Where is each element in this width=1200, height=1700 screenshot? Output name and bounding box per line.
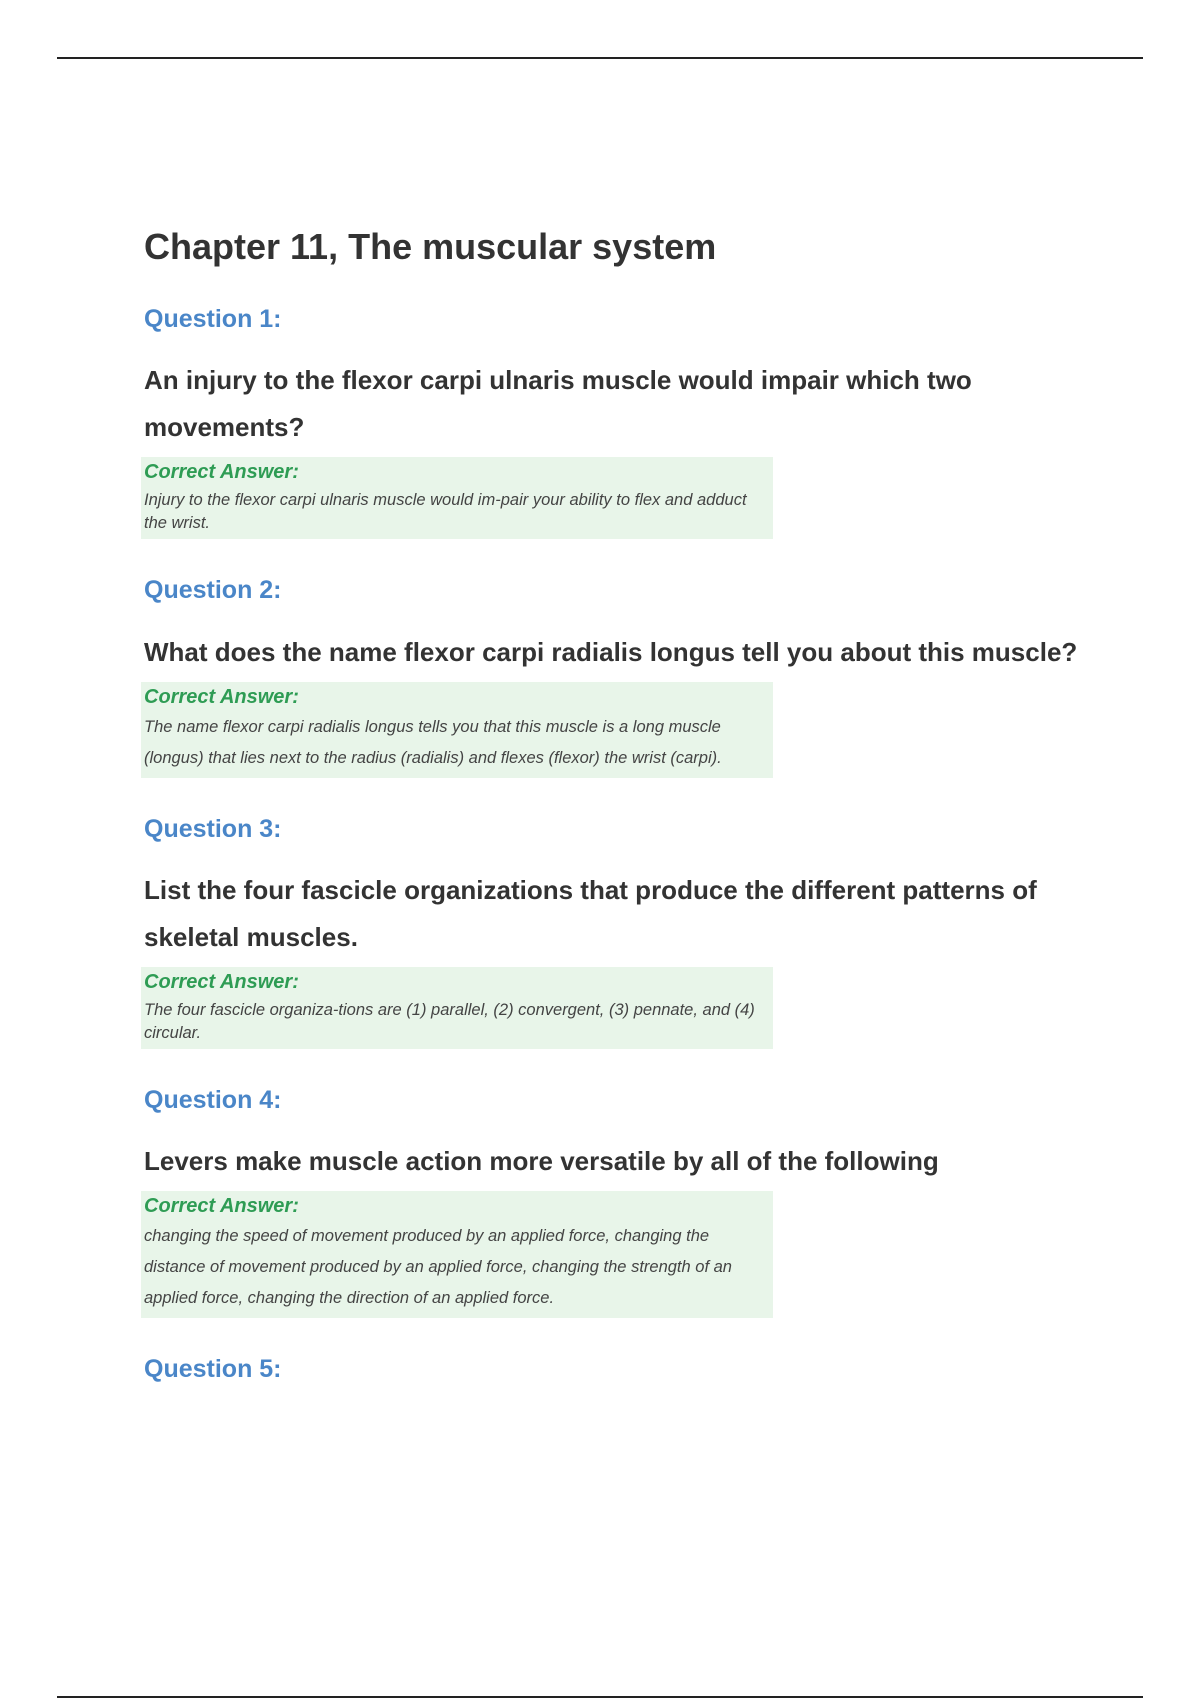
answer-box bbox=[141, 682, 773, 778]
bottom-rule bbox=[57, 1696, 1143, 1698]
question-label: Question 2: bbox=[144, 576, 282, 605]
answer-label: Correct Answer: bbox=[144, 970, 299, 993]
question-1 bbox=[144, 304, 1104, 539]
answer-text: The name flexor carpi radialis longus tells you that this muscle is a long muscle (longus) that lies next to the radius (radialis) and flexes (flexor) the wrist (carpi). bbox=[144, 717, 722, 767]
question-label: Question 1: bbox=[144, 305, 282, 334]
question-3 bbox=[144, 814, 1104, 1049]
question-5 bbox=[144, 1354, 1104, 1385]
question-text: List the four fascicle organizations that produce the different patterns of skeletal muscles. bbox=[144, 874, 1037, 952]
question-4 bbox=[144, 1085, 1104, 1318]
answer-label: Correct Answer: bbox=[144, 685, 299, 708]
question-label: Question 5: bbox=[144, 1355, 282, 1384]
question-label: Question 3: bbox=[144, 814, 282, 843]
question-text: What does the name flexor carpi radialis longus tell you about this muscle? bbox=[144, 636, 1078, 667]
top-rule bbox=[57, 57, 1143, 59]
answer-text: changing the speed of movement produced by an applied force, changing the distance of movement produced by an applied force, changing the strength of an applied force, changing the direction of an applied force. bbox=[144, 1227, 732, 1308]
answer-label: Correct Answer: bbox=[144, 461, 299, 484]
question-text: An injury to the flexor carpi ulnaris muscle would impair which two movements? bbox=[144, 365, 972, 443]
document-content bbox=[144, 225, 1104, 1407]
question-label: Question 4: bbox=[144, 1085, 282, 1114]
question-text: Levers make muscle action more versatile by all of the following bbox=[144, 1146, 939, 1177]
chapter-title: Chapter 11, The muscular system bbox=[144, 226, 717, 267]
answer-box bbox=[141, 457, 773, 539]
answer-label: Correct Answer: bbox=[144, 1195, 299, 1218]
answer-text: The four fascicle organiza-tions are (1) parallel, (2) convergent, (3) pennate, and (4) circular. bbox=[144, 1000, 755, 1042]
question-2 bbox=[144, 575, 1104, 777]
answer-box bbox=[141, 1191, 773, 1318]
answer-box bbox=[141, 967, 773, 1049]
answer-text: Injury to the flexor carpi ulnaris muscle would im-pair your ability to flex and adduct the wrist. bbox=[144, 491, 747, 533]
